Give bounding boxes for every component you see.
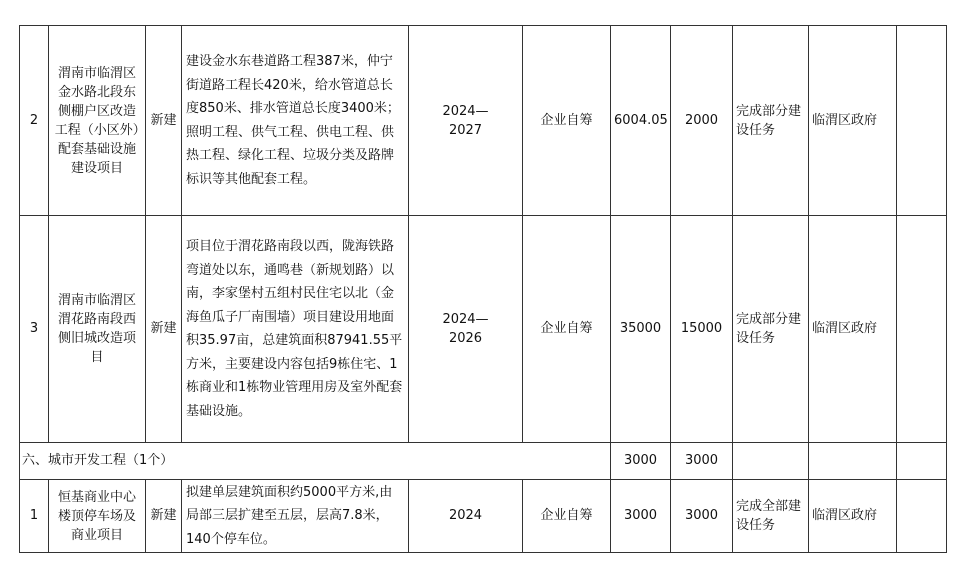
total-investment: 35000 [611,216,671,443]
row-number: 3 [20,216,49,443]
empty-cell [733,443,809,480]
construction-period: 2024— 2026 [409,216,523,443]
project-content: 建设金水东巷道路工程387米，仲宁街道路工程长420米，给水管道总长度850米、排水管道总长度3400米；照明工程、供气工程、供电工程、供热工程、绿化工程、垃圾分类及路牌标识等其他配套工程。 [182,26,409,216]
construction-type: 新建 [146,26,182,216]
total-investment: 3000 [611,480,671,553]
project-name: 渭南市临渭区金水路北段东侧棚户区改造工程（小区外）配套基础设施建设项目 [49,26,146,216]
funding-source: 企业自筹 [523,216,611,443]
responsible-unit: 临渭区政府 [809,480,897,553]
annual-goal: 完成全部建设任务 [733,480,809,553]
annual-investment: 15000 [671,216,733,443]
table-row [20,480,947,553]
funding-source: 企业自筹 [523,480,611,553]
construction-period: 2024 [409,480,523,553]
empty-cell [809,443,897,480]
responsible-unit: 临渭区政府 [809,216,897,443]
section-total-investment: 3000 [611,443,671,480]
remarks [897,216,947,443]
construction-type: 新建 [146,480,182,553]
row-number: 2 [20,26,49,216]
funding-source: 企业自筹 [523,26,611,216]
section-annual-investment: 3000 [671,443,733,480]
remarks [897,480,947,553]
project-content: 项目位于渭花路南段以西，陇海铁路弯道处以东，通鸣巷（新规划路）以南，李家堡村五组村民住宅以北（金海鱼瓜子厂南围墙）项目建设用地面积35.97亩，总建筑面积87941.55平方米，主要建设内容包括9栋住宅、1栋商业和1栋物业管理用房及室外配套基础设施。 [182,216,409,443]
project-content: 拟建单层建筑面积约5000平方米,由局部三层扩建至五层，层高7.8米，140个停车位。 [182,480,409,553]
construction-type: 新建 [146,216,182,443]
annual-investment: 2000 [671,26,733,216]
project-table [19,25,947,553]
table-row [20,26,947,216]
total-investment: 6004.05 [611,26,671,216]
responsible-unit: 临渭区政府 [809,26,897,216]
construction-period: 2024— 2027 [409,26,523,216]
row-number: 1 [20,480,49,553]
annual-investment: 3000 [671,480,733,553]
section-title: 六、城市开发工程（1个） [20,443,611,480]
annual-goal: 完成部分建设任务 [733,216,809,443]
table-row [20,216,947,443]
project-name: 恒基商业中心楼顶停车场及商业项目 [49,480,146,553]
annual-goal: 完成部分建设任务 [733,26,809,216]
project-name: 渭南市临渭区渭花路南段西侧旧城改造项目 [49,216,146,443]
empty-cell [897,443,947,480]
remarks [897,26,947,216]
section-row [20,443,947,480]
